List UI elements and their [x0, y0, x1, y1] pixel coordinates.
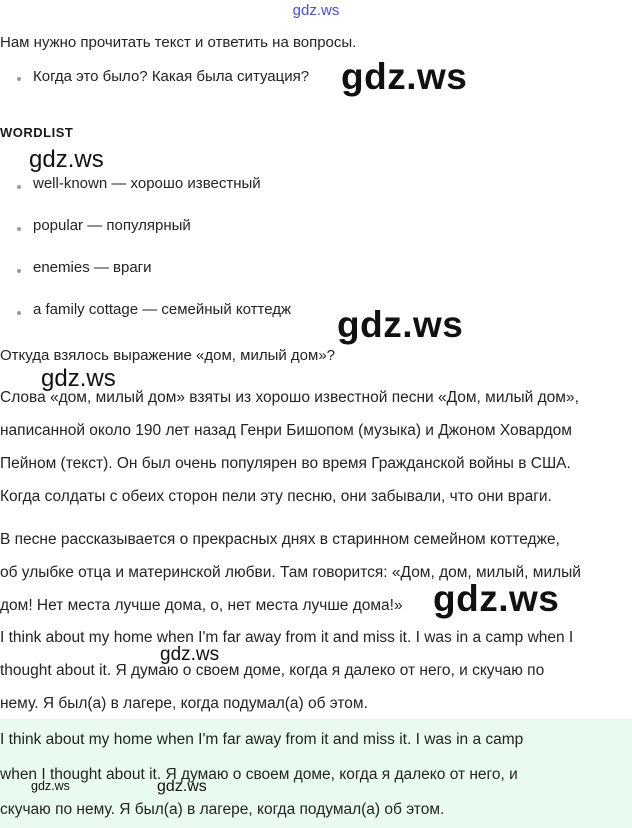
watermark-small: gdz.ws [160, 644, 220, 665]
watermark-big: gdz.ws [337, 304, 464, 345]
wordlist-item: well-known — хорошо известный [33, 175, 261, 192]
paragraph-3-line: нему. Я был(а) в лагере, когда подумал(а) об этом. [0, 695, 368, 712]
paragraph-2-line: В песне рассказывается о прекрасных днях в старинном семейном коттедже, [0, 531, 560, 548]
wordlist-item: enemies — враги [33, 259, 152, 276]
bullet-dot [17, 269, 21, 273]
paragraph-3-line: I think about my home when I'm far away from it and miss it. I was in a camp when I [0, 629, 574, 646]
watermark-big: gdz.ws [433, 578, 560, 619]
watermark-tiny: gdz.ws [31, 779, 70, 793]
answer-line: when I thought about it. Я думаю о своем доме, когда я далеко от него, и [0, 766, 518, 783]
wordlist-item: popular — популярный [33, 217, 191, 234]
paragraph-2-line: об улыбке отца и материнской любви. Там говорится: «Дом, дом, милый, милый [0, 564, 581, 581]
bullet-dot [17, 311, 21, 315]
paragraph-1-line: Пейном (текст). Он был очень популярен во время Гражданской войны в США. [0, 455, 571, 472]
paragraph-2-line: дом! Нет места лучше дома, о, нет места лучше дома!» [0, 597, 403, 614]
top-watermark: gdz.ws [292, 2, 340, 19]
watermark-medium: gdz.ws [29, 146, 104, 173]
watermark-medium: gdz.ws [41, 365, 116, 392]
paragraph-1-line: Слова «дом, милый дом» взяты из хорошо известной песни «Дом, милый дом», [0, 389, 579, 406]
body-question: Откуда взялось выражение «дом, милый дом»? [0, 347, 336, 364]
bullet-dot [17, 185, 21, 189]
task-intro: Нам нужно прочитать текст и ответить на вопросы. [0, 34, 357, 51]
paragraph-1-line: написанной около 190 лет назад Генри Бишопом (музыка) и Джоном Ховардом [0, 422, 572, 439]
watermark-small: gdz.ws [157, 778, 207, 795]
answer-line: скучаю по нему. Я был(а) в лагере, когда подумал(а) об этом. [0, 801, 445, 818]
bullet-dot [17, 77, 21, 81]
paragraph-1-line: Когда солдаты с обеих сторон пели эту песню, они забывали, что они враги. [0, 488, 552, 505]
question-bullet-text: Когда это было? Какая была ситуация? [33, 68, 310, 85]
watermark-big: gdz.ws [341, 56, 468, 97]
wordlist-heading: WORDLIST [0, 125, 74, 140]
answer-line: I think about my home when I'm far away from it and miss it. I was in a camp [0, 731, 524, 748]
paragraph-3-line: thought about it. Я думаю о своем доме, когда я далеко от него, и скучаю по [0, 662, 545, 679]
wordlist-item: a family cottage — семейный коттедж [33, 301, 291, 318]
bullet-dot [17, 227, 21, 231]
